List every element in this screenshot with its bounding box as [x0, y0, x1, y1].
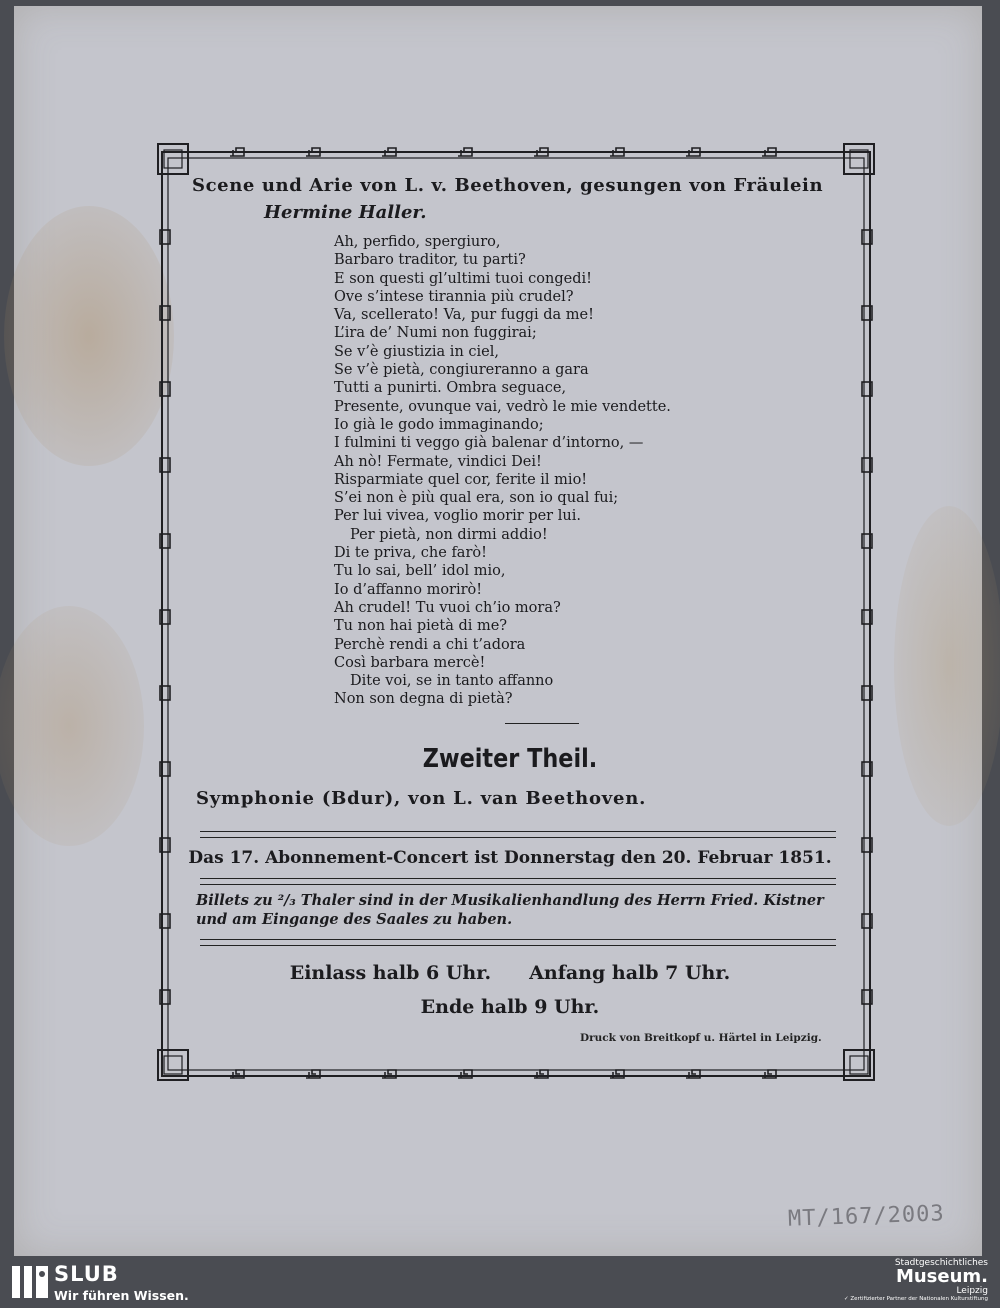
ticket-info-line: und am Eingange des Saales zu haben. [196, 910, 513, 928]
section-divider [505, 723, 579, 724]
lyric-line: Ove s’intese tirannia più crudel? [334, 288, 574, 305]
start-time: Anfang halb 7 Uhr. [529, 961, 731, 984]
ticket-info-line: Billets zu ²/₃ Thaler sind in der Musikalienhandlung des Herrn Fried. Kistner [196, 891, 824, 909]
museum-subtitle: Stadtgeschichtliches [894, 1258, 988, 1268]
museum-name: Museum. [895, 1266, 988, 1287]
lyric-line: Io già le godo immaginando; [334, 416, 544, 433]
double-rule [200, 831, 836, 838]
library-name: SLUB [54, 1262, 119, 1286]
lyric-line: Così barbara mercè! [334, 654, 486, 671]
slub-logo-icon [10, 1262, 50, 1302]
archive-signature: MT/167/2003 [787, 1201, 946, 1232]
lyric-line: Risparmiate quel cor, ferite il mio! [334, 471, 588, 488]
lyric-line: L’ira de’ Numi non fuggirai; [334, 325, 537, 342]
lyric-line: Tutti a punirti. Ombra seguace, [334, 380, 567, 397]
double-rule [200, 939, 836, 946]
double-rule [200, 878, 836, 885]
museum-note: ✓ Zertifizierter Partner der Nationalen Kulturstiftung [844, 1296, 988, 1302]
lyric-line: Se v’è pietà, congiureranno a gara [334, 362, 589, 379]
lyrics-list [334, 233, 840, 709]
library-tagline: Wir führen Wissen. [54, 1288, 189, 1303]
part-title: Zweiter Theil. [422, 743, 598, 774]
admission-time: Einlass halb 6 Uhr. [289, 961, 492, 984]
museum-logo [844, 1258, 988, 1302]
lyric-line: Se v’è giustizia in ciel, [334, 343, 499, 360]
lyric-line: Per pietà, non dirmi addio! [350, 526, 548, 543]
lyric-line: Va, scellerato! Va, pur fuggi da me! [334, 307, 594, 324]
lyric-line: Tu lo sai, bell’ idol mio, [334, 563, 506, 580]
corner-ornament [164, 1056, 182, 1074]
corner-ornament [850, 1056, 868, 1074]
lyric-line: S’ei non è più qual era, son io qual fui; [334, 490, 619, 507]
lyric-line: Perchè rendi a chi t’adora [334, 636, 526, 653]
lyric-line: Barbaro traditor, tu parti? [334, 252, 526, 269]
program-content [180, 175, 840, 1018]
museum-city: Leipzig [956, 1286, 988, 1296]
lyric-line: Di te priva, che farò! [334, 545, 487, 562]
lyric-line: Ah, perfido, spergiuro, [334, 234, 501, 250]
lyric-line: I fulmini ti veggo già balenar d’intorno, — [334, 435, 644, 452]
lyric-line: Tu non hai pietà di me? [334, 618, 508, 635]
next-concert-notice: Das 17. Abonnement-Concert ist Donnerstag den 20. Februar 1851. [188, 847, 832, 868]
ticket-info [196, 891, 840, 929]
lyric-line: E son questi gl’ultimi tuoi congedi! [334, 270, 592, 287]
printer-imprint: Druck von Breitkopf u. Härtel in Leipzig. [580, 1032, 822, 1044]
lyric-line: Presente, ovunque vai, vedrò le mie vendette. [334, 398, 671, 415]
lyric-line: Non son degna di pietà? [334, 691, 513, 708]
admission-times [180, 962, 840, 984]
scene-aria-heading: Scene und Arie von L. v. Beethoven, gesungen von Fräulein [192, 175, 824, 196]
lyric-line: Dite voi, se in tanto affanno [350, 673, 554, 690]
end-time: Ende halb 9 Uhr. [420, 995, 600, 1018]
lyric-line: Io d’affanno morirò! [334, 581, 483, 598]
lyric-line: Ah nò! Fermate, vindici Dei! [334, 453, 542, 470]
singer-name: Hermine Haller. [264, 202, 427, 223]
lyric-line: Ah crudel! Tu vuoi ch’io mora? [334, 599, 561, 616]
lyric-line: Per lui vivea, voglio morir per lui. [334, 508, 581, 525]
footer-bar [0, 1256, 1000, 1308]
symphony-line: Symphonie (Bdur), von L. van Beethoven. [196, 787, 647, 809]
